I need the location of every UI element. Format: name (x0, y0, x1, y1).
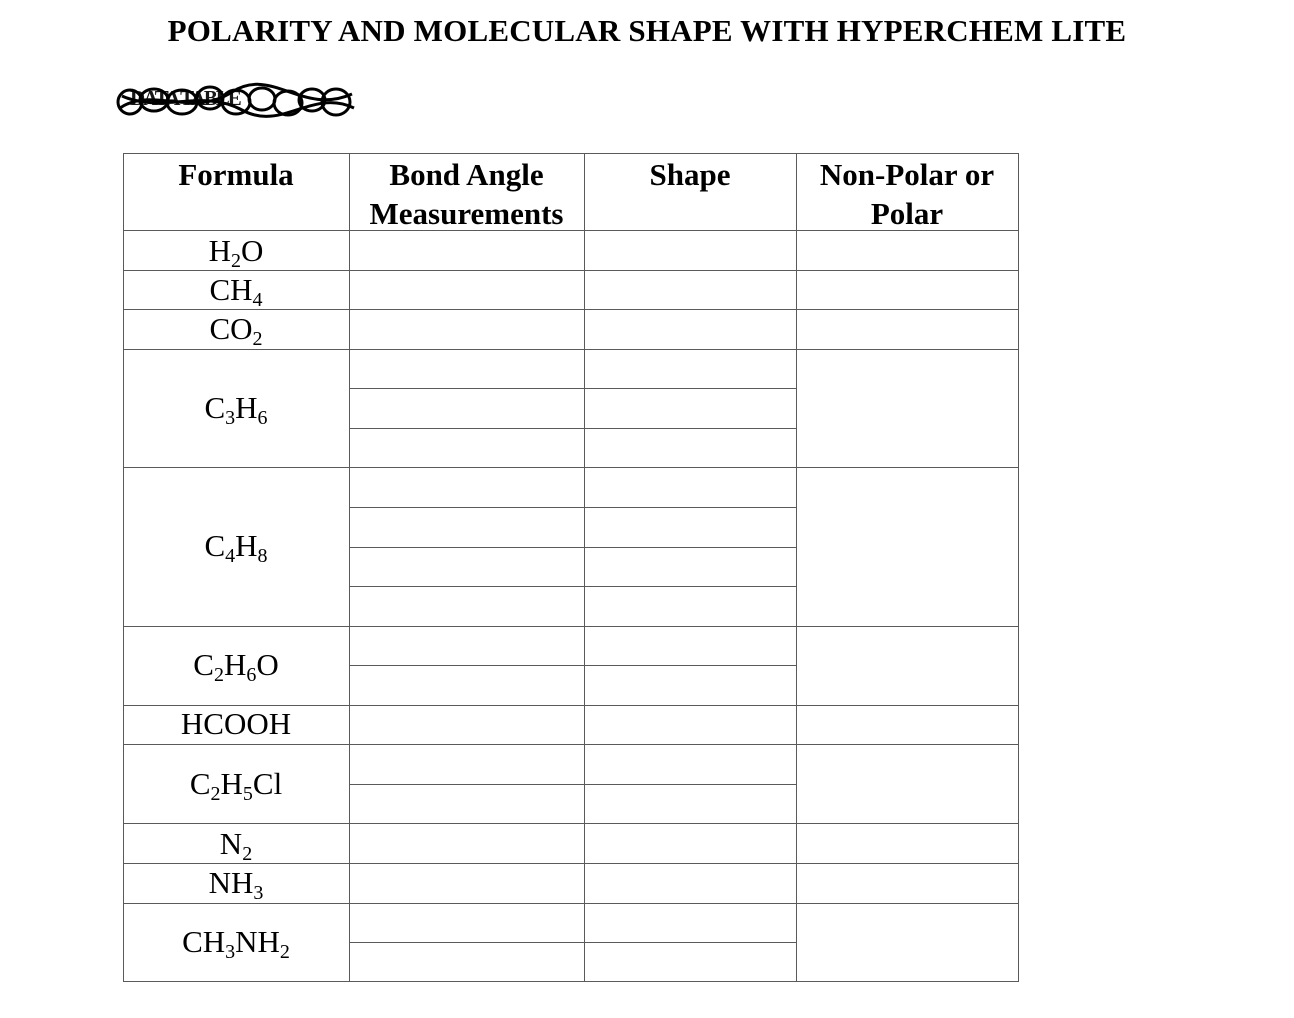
page-title: POLARITY AND MOLECULAR SHAPE WITH HYPERCHEM LITE (167, 13, 1127, 48)
header-bond-angle-line1: Bond Angle (389, 157, 544, 192)
formula-c3h6: $C_3H_6$ (204, 390, 268, 429)
sub-row-separator (349, 784, 797, 785)
formula-nh3: $NH_3$ (208, 865, 264, 904)
data-table (123, 153, 1019, 982)
formula-c4h8: $C_4H_8$ (204, 528, 268, 567)
row-separator (123, 467, 1019, 468)
sub-row-separator (349, 428, 797, 429)
row-separator (123, 823, 1019, 824)
table-border-bottom (123, 981, 1019, 982)
scribbled-heading-text: DATA TABLE (130, 86, 240, 110)
column-divider-1 (349, 153, 350, 982)
row-separator (123, 270, 1019, 271)
formula-c2h5cl: $C_2H_5Cl$ (189, 766, 283, 805)
table-border-right (1018, 153, 1019, 982)
sub-row-separator (349, 507, 797, 508)
sub-row-separator (349, 388, 797, 389)
formula-h2o: $H_2O$ (208, 233, 264, 272)
row-separator (123, 863, 1019, 864)
table-border-top (123, 153, 1019, 154)
header-polarity-line1: Non-Polar or (819, 157, 995, 192)
formula-c2h6o: $C_2H_6O$ (193, 647, 279, 686)
formula-ch3nh2: $CH_3NH_2$ (182, 924, 290, 963)
column-divider-3 (796, 153, 797, 982)
row-separator (123, 744, 1019, 745)
formula-ch4: $CH_4$ (209, 272, 263, 311)
sub-row-separator (349, 665, 797, 666)
formula-n2: $N_2$ (219, 826, 253, 865)
sub-row-separator (349, 942, 797, 943)
formula-co2: $CO_2$ (209, 311, 263, 350)
sub-row-separator (349, 547, 797, 548)
header-formula: Formula (178, 157, 294, 192)
formula-hcooh: HCOOH (180, 706, 292, 741)
sub-row-separator (349, 586, 797, 587)
header-shape: Shape (649, 157, 731, 192)
row-separator (123, 626, 1019, 627)
header-polarity-line2: Polar (870, 196, 944, 231)
header-bond-angle-line2: Measurements (369, 196, 564, 231)
column-divider-2 (584, 153, 585, 982)
